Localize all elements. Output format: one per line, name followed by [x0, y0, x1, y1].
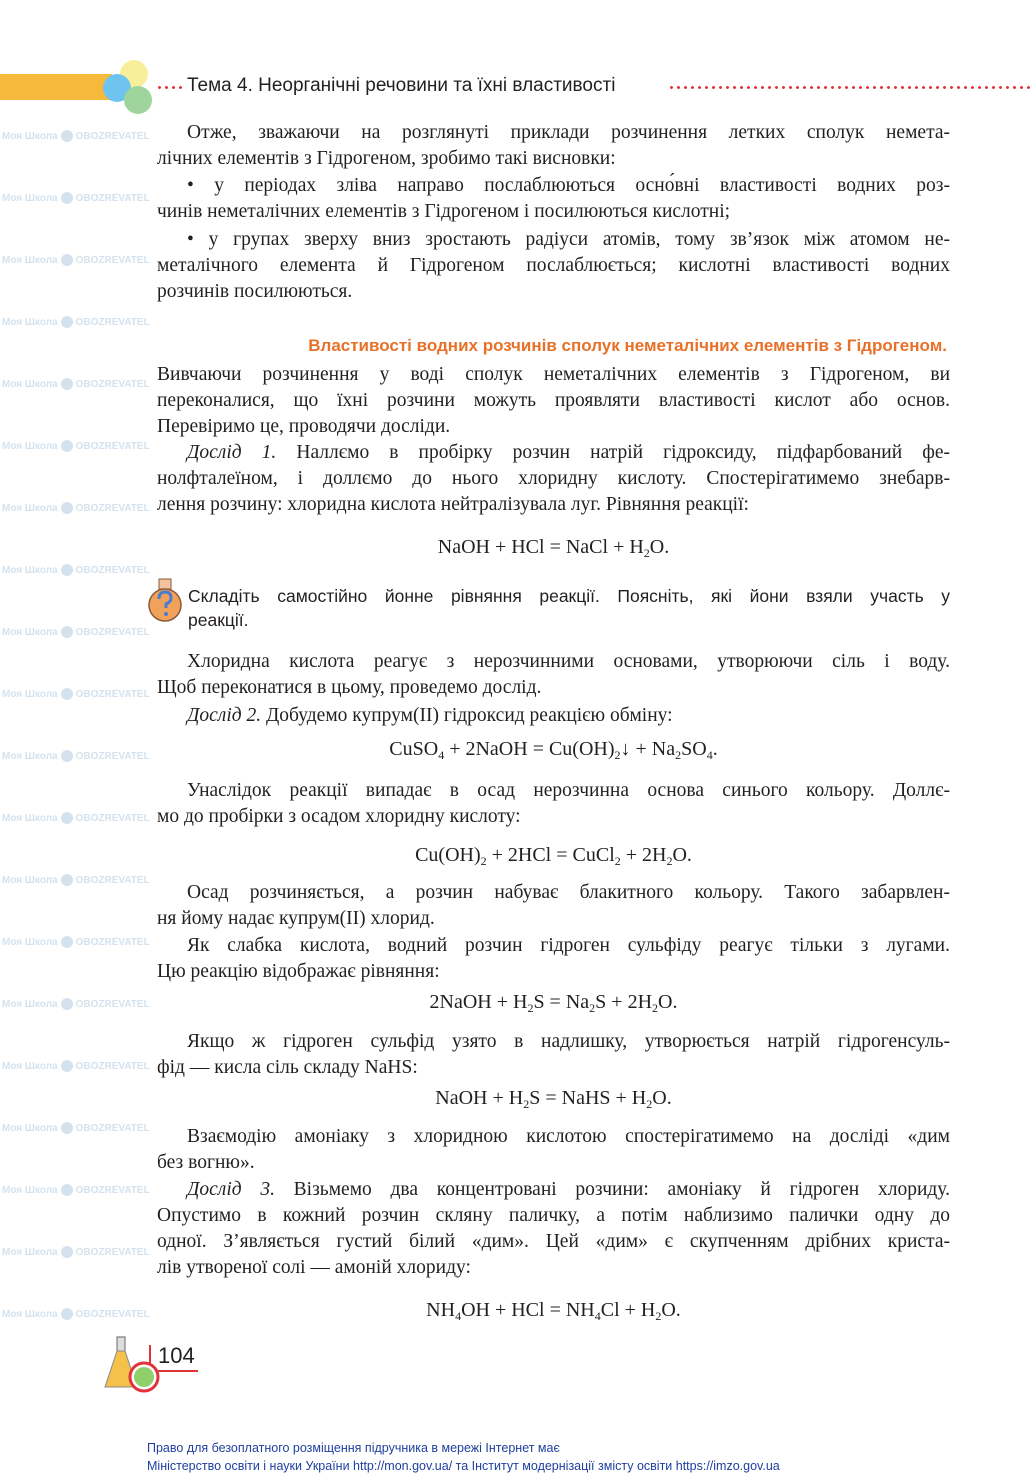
equation-part: S = NaHS + H — [529, 1087, 647, 1109]
dotted-line-left — [156, 86, 182, 89]
watermark: Моя Школа OBOZREVATEL — [2, 379, 150, 390]
paragraph — [157, 778, 950, 830]
line-text: Перевіримо це, проводячи досліди. — [157, 416, 451, 437]
watermark: Моя Школа OBOZREVATEL — [2, 1309, 150, 1320]
watermark: Моя Школа OBOZREVATEL — [2, 1185, 150, 1196]
text-line — [188, 608, 950, 632]
text-line — [157, 1255, 950, 1281]
equation-part: 4 — [438, 748, 445, 762]
text-line — [157, 1229, 950, 1255]
watermark: Моя Школа OBOZREVATEL — [2, 937, 150, 948]
text-line — [157, 778, 950, 804]
text-line — [157, 388, 950, 414]
text-line — [157, 1177, 950, 1203]
paragraph — [157, 649, 950, 701]
watermark: Моя Школа OBOZREVATEL — [2, 813, 150, 824]
text-line — [157, 1055, 950, 1081]
watermark: Моя Школа OBOZREVATEL — [2, 317, 150, 328]
experiment-label: Дослід 3. — [187, 1179, 275, 1200]
line-text: Хлоридна кислота реагує з нерозчинними основами, утворюючи сіль і воду. — [187, 651, 950, 672]
equation — [157, 990, 950, 1014]
equation-part: 2 — [589, 1001, 596, 1015]
text-line — [157, 804, 950, 830]
line-text: Як слабка кислота, водний розчин гідроген сульфіду реагує тільки з лугами. — [187, 935, 950, 956]
line-text: без вогню». — [157, 1152, 255, 1173]
text-line — [157, 466, 950, 492]
line-text: Унаслідок реакції випадає в осад нерозчинна основа синього кольору. Доллє- — [187, 780, 950, 801]
equation — [157, 737, 950, 761]
equation — [157, 1086, 950, 1110]
line-text: Вивчаючи розчинення у воді сполук неметалічних елементів з Гідрогеном, ви — [157, 364, 950, 385]
experiment-paragraph — [157, 1177, 950, 1281]
bullet-paragraph — [157, 173, 950, 225]
text-line — [157, 146, 950, 172]
footer-rights-line: Право для безоплатного розміщення підручника в мережі Інтернет має — [147, 1441, 560, 1455]
line-text: Складіть самостійно йонне рівняння реакції. Поясніть, які йони взяли участь у — [188, 586, 950, 606]
equation-part: 4 — [706, 748, 713, 762]
text-line — [157, 120, 950, 146]
equation-part: Cl + H — [600, 1299, 656, 1321]
watermark: Моя Школа OBOZREVATEL — [2, 255, 150, 266]
equation-part: + 2H — [620, 844, 667, 866]
dotted-line-right — [668, 86, 1033, 89]
page-number: 104 — [158, 1343, 195, 1368]
line-text: лічних елементів з Гідрогеном, зробимо такі висновки: — [157, 148, 616, 169]
equation-part: O. — [649, 536, 670, 558]
line-text: переконалися, що їхні розчини можуть проявляти властивості кислот або основ. — [157, 390, 950, 411]
watermark: Моя Школа OBOZREVATEL — [2, 751, 150, 762]
equation-part: Cu(OH) — [415, 844, 481, 866]
watermark: Моя Школа OBOZREVATEL — [2, 627, 150, 638]
paragraph — [157, 1029, 950, 1081]
equation-part: 2 — [675, 748, 682, 762]
watermark: Моя Школа OBOZREVATEL — [2, 1247, 150, 1258]
text-line — [157, 199, 950, 225]
text-line — [157, 933, 950, 959]
equation-part: 2 — [614, 854, 621, 868]
watermark: Моя Школа OBOZREVATEL — [2, 131, 150, 142]
equation-part: CuSO — [389, 738, 439, 760]
text-line — [157, 649, 950, 675]
text-line — [157, 173, 950, 199]
equation-part: 2NaOH + H — [429, 991, 528, 1013]
equation-part: 2 — [614, 748, 621, 762]
watermark: Моя Школа OBOZREVATEL — [2, 441, 150, 452]
line-text: • у періодах зліва направо послаблюються осно́вні властивості водних роз- — [187, 175, 950, 196]
text-line — [157, 440, 950, 466]
experiment-paragraph — [157, 440, 950, 518]
line-text: нолфталеїном, і доллємо до нього хлоридну кислоту. Спостерігатимемо знебарв- — [157, 468, 950, 489]
text-line — [157, 362, 950, 388]
equation-part: NH — [426, 1299, 456, 1321]
paragraph — [157, 880, 950, 932]
text-line — [157, 1029, 950, 1055]
equation-part: O. — [661, 1299, 681, 1321]
watermark: Моя Школа OBOZREVATEL — [2, 875, 150, 886]
watermark: Моя Школа OBOZREVATEL — [2, 503, 150, 514]
equation-part: S = Na — [533, 991, 590, 1013]
equation-part: . — [712, 738, 718, 760]
watermark: Моя Школа OBOZREVATEL — [2, 689, 150, 700]
header-bar — [0, 74, 112, 100]
equation — [157, 843, 950, 867]
equation-part: NaOH + HCl = NaCl + H — [437, 536, 644, 558]
experiment-label: Дослід 1. — [187, 442, 277, 463]
line-text: Наллємо в пробірку розчин натрій гідроксиду, підфарбований фе- — [276, 442, 950, 463]
watermark: Моя Школа OBOZREVATEL — [2, 1123, 150, 1134]
text-line — [157, 253, 950, 279]
line-text: лення розчину: хлоридна кислота нейтралізувала луг. Рівняння реакції: — [157, 494, 749, 515]
equation-part: 2 — [652, 1001, 659, 1015]
experiment-label: Дослід 2. — [187, 705, 262, 726]
equation-part: 2 — [643, 546, 650, 560]
text-line — [157, 492, 950, 518]
line-text: лів утвореної солі — амоній хлориду: — [157, 1257, 471, 1278]
equation-part: OH + HCl = NH — [461, 1299, 595, 1321]
equation-part: SO — [681, 738, 707, 760]
text-line — [157, 279, 950, 305]
equation-part: O. — [652, 1087, 672, 1109]
watermark: Моя Школа OBOZREVATEL — [2, 999, 150, 1010]
question-flask-icon — [145, 577, 187, 623]
text-line — [188, 584, 950, 608]
equation-part: 2 — [480, 854, 487, 868]
line-text: Щоб переконатися в цьому, проведемо дослід. — [157, 677, 542, 698]
line-text: Цю реакцію відображає рівняння: — [157, 961, 440, 982]
equation-part: 2 — [666, 854, 673, 868]
text-line — [157, 1150, 950, 1176]
text-line — [157, 1124, 950, 1150]
paragraph — [157, 933, 950, 985]
section-heading: Властивості водних розчинів сполук неметалічних елементів з Гідрогеном. — [308, 336, 947, 355]
text-line — [157, 906, 950, 932]
experiment-paragraph — [157, 703, 950, 729]
line-text: Взаємодію амоніаку з хлоридною кислотою спостерігатимемо на досліді «дим — [187, 1126, 950, 1147]
equation-part: 2 — [523, 1097, 530, 1111]
text-line — [157, 959, 950, 985]
equation-part: O. — [672, 844, 692, 866]
paragraph — [157, 120, 950, 172]
watermark: Моя Школа OBOZREVATEL — [2, 1061, 150, 1072]
equation-part: 4 — [455, 1309, 462, 1323]
text-line — [157, 414, 950, 440]
line-text: Якщо ж гідроген сульфід узято в надлишку, утворюється натрій гідрогенсуль- — [187, 1031, 950, 1052]
line-text: чинів неметалічних елементів з Гідрогеном і посилюються кислотні; — [157, 201, 731, 222]
line-text: ня йому надає купрум(II) хлорид. — [157, 908, 435, 929]
equation-part: 2 — [646, 1097, 653, 1111]
line-text: Візьмемо два концентровані розчини: амоніаку й гідроген хлориду. — [274, 1179, 950, 1200]
line-text: металічного елемента й Гідрогеном послаблюється; кислотні властивості водних — [157, 255, 950, 276]
text-line — [157, 880, 950, 906]
line-text: Опустимо в кожний розчин скляну паличку, а потім наблизимо палички одну до — [157, 1205, 950, 1226]
paragraph — [157, 1124, 950, 1176]
equation — [157, 535, 950, 559]
text-line — [157, 1203, 950, 1229]
text-line — [157, 703, 950, 729]
watermark: Моя Школа OBOZREVATEL — [2, 193, 150, 204]
chapter-title: Тема 4. Неорганічні речовини та їхні властивості — [187, 75, 616, 96]
text-line — [157, 227, 950, 253]
equation-part: NaOH + H — [435, 1087, 524, 1109]
line-text: розчинів посилюються. — [157, 281, 353, 302]
equation-part: ↓ + Na — [620, 738, 676, 760]
line-text: мо до пробірки з осадом хлоридну кислоту: — [157, 806, 521, 827]
equation-part: O. — [658, 991, 678, 1013]
equation-part: 2 — [527, 1001, 534, 1015]
equation — [157, 1298, 950, 1322]
line-text: • у групах зверху вниз зростають радіуси атомів, тому зв’язок між атомом не- — [187, 229, 950, 250]
line-text: фід — кисла сіль складу NaHS: — [157, 1057, 418, 1078]
text-line — [157, 675, 950, 701]
equation-part: S + 2H — [595, 991, 653, 1013]
bullet-paragraph — [157, 227, 950, 305]
paragraph — [157, 362, 950, 440]
equation-part: + 2HCl = CuCl — [486, 844, 615, 866]
watermark: Моя Школа OBOZREVATEL — [2, 565, 150, 576]
equation-part: + 2NaOH = Cu(OH) — [444, 738, 615, 760]
question-task — [188, 584, 950, 632]
line-text: Осад розчиняється, а розчин набуває блакитного кольору. Такого забарвлен- — [187, 882, 950, 903]
line-text: Добудемо купрум(II) гідроксид реакцією обміну: — [261, 705, 673, 726]
line-text: одної. З’являється густий білий «дим». Цей «дим» є скупченням дрібних криста- — [157, 1231, 950, 1252]
line-text: Отже, зважаючи на розглянуті приклади розчинення летких сполук немета- — [187, 122, 950, 143]
equation-part: 2 — [655, 1309, 662, 1323]
line-text: реакції. — [188, 610, 249, 630]
footer-rights-links: Міністерство освіти і науки України http://mon.gov.ua/ та Інститут модернізації змісту освіти https://imzo.gov.ua — [147, 1459, 780, 1473]
equation-part: 4 — [594, 1309, 601, 1323]
